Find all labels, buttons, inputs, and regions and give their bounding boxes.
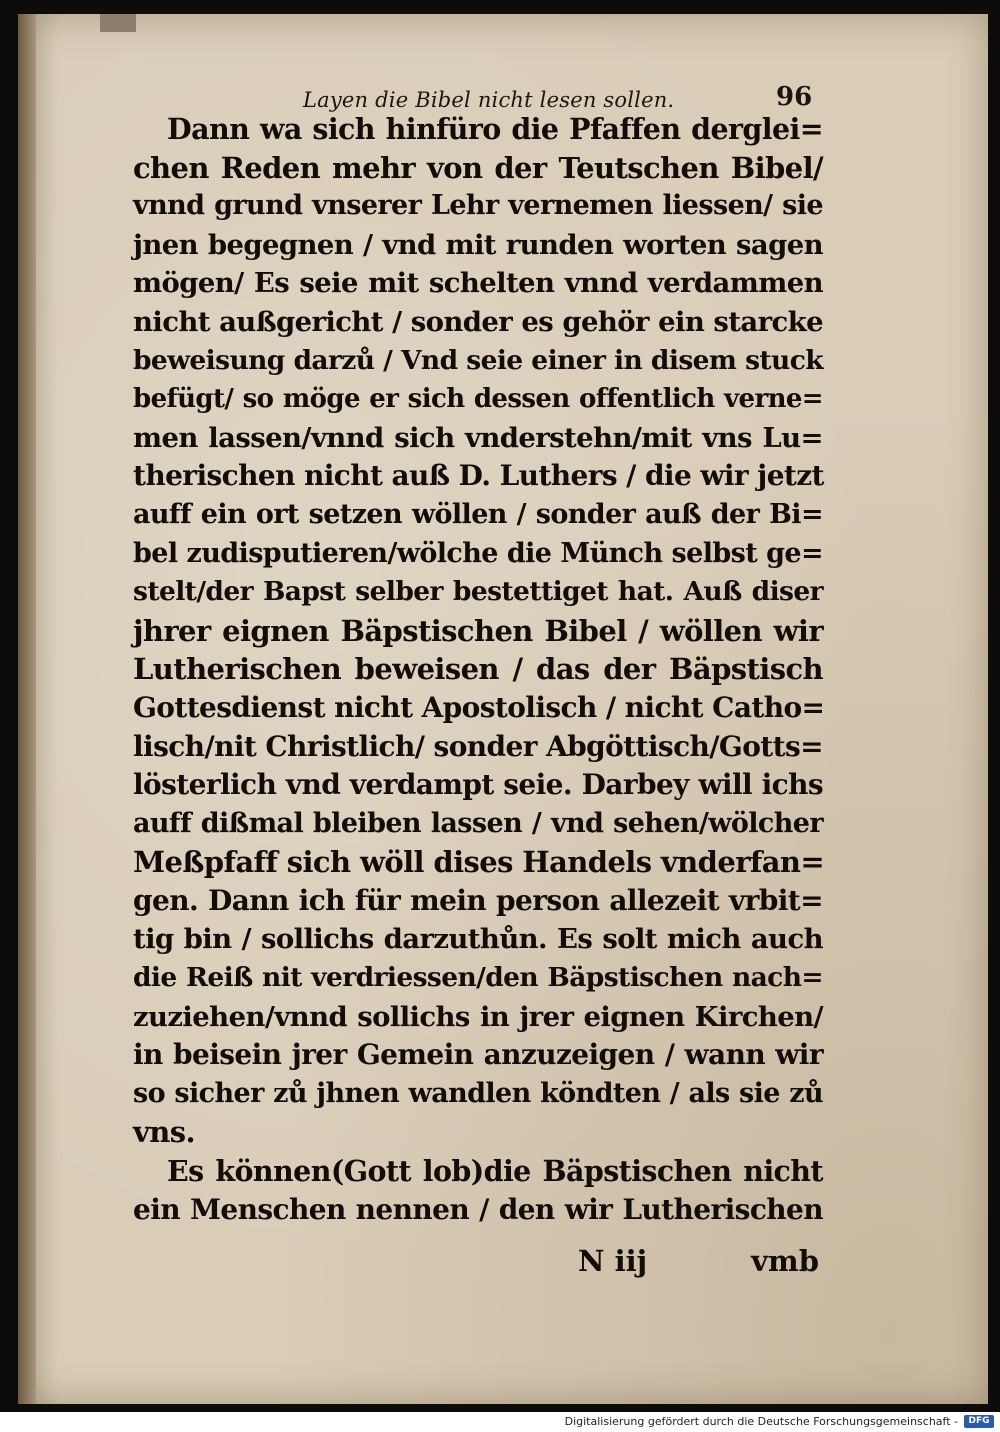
text-line: vns. (133, 1115, 195, 1150)
text-line: Dann wa sich hinfüro die Pfaffen derglei= (167, 112, 823, 146)
footer-bar (0, 1412, 1000, 1432)
dfg-logo-icon: DFG (964, 1415, 994, 1428)
text-line: Es können(Gott lob)die Bäpstischen nicht (167, 1154, 823, 1189)
text-line: nicht außgericht / sonder es gehör ein starcke (133, 305, 823, 338)
text-line: jhrer eignen Bäpstischen Bibel / wöllen wir (133, 613, 823, 648)
body-text (133, 110, 823, 1229)
text-line: men lassen/vnnd sich vnderstehn/mit vns Lu= (133, 421, 823, 454)
text-line: chen Reden mehr von der Teutschen Bibel/ (133, 150, 823, 185)
catchword: vmb (751, 1244, 819, 1278)
text-line: Lutherischen beweisen / das der Bäpstisch (133, 652, 823, 687)
text-line: zuziehen/vnnd sollichs in jrer eignen Kirchen/ (133, 1000, 823, 1033)
funding-credit: Digitalisierung gefördert durch die Deutsche Forschungsgemeinschaft - (564, 1415, 958, 1428)
book-page (18, 14, 988, 1404)
text-line: lösterlich vnd verdampt seie. Darbey will ichs (133, 768, 823, 802)
text-line: die Reiß nit verdriessen/den Bäpstischen nach= (133, 962, 823, 994)
text-line: in beisein jrer Gemein anzuzeigen / wann wir (133, 1038, 823, 1072)
text-line: mögen/ Es seie mit schelten vnnd verdammen (133, 267, 823, 300)
binding-edge (18, 14, 36, 1404)
text-line: ein Menschen nennen / den wir Lutherischen (133, 1192, 823, 1226)
page-tab (100, 14, 136, 32)
text-line: gen. Dann ich für mein person allezeit vrbit= (133, 883, 823, 917)
running-head: Layen die Bibel nicht lesen sollen. (303, 88, 675, 112)
text-line: Gottesdienst nicht Apostolisch / nicht Catho= (133, 690, 825, 724)
text-line: therischen nicht auß D. Luthers / die wir jetzt (133, 459, 824, 493)
text-line: jnen begegnen / vnd mit runden worten sagen (133, 228, 823, 261)
text-line: beweisung darzů / Vnd seie einer in disem stuck (133, 344, 823, 376)
catch-line (133, 1241, 823, 1281)
text-line: befügt/ so möge er sich dessen offentlich verne= (133, 384, 823, 415)
page-number: 96 (776, 82, 813, 112)
text-line: Meßpfaff sich wöll dises Handels vnderfan= (133, 845, 825, 880)
text-line: auff ein ort setzen wöllen / sonder auß der Bi= (133, 498, 823, 530)
signature-mark: N iij (578, 1244, 648, 1278)
text-line: bel zudisputieren/wölche die Münch selbst ge= (133, 537, 823, 569)
text-line: tig bin / sollichs darzuthůn. Es solt mich auch (133, 923, 823, 956)
text-line: lisch/nit Christlich/ sonder Abgöttisch/Gotts= (133, 729, 823, 763)
text-line: auff dißmal bleiben lassen / vnd sehen/wölcher (133, 807, 823, 839)
text-line: so sicher zů jhnen wandlen köndten / als sie zů (133, 1077, 823, 1109)
text-line: stelt/der Bapst selber bestettiget hat. Auß diser (133, 576, 823, 608)
text-line: vnnd grund vnserer Lehr vernemen liessen/ sie (133, 190, 823, 222)
